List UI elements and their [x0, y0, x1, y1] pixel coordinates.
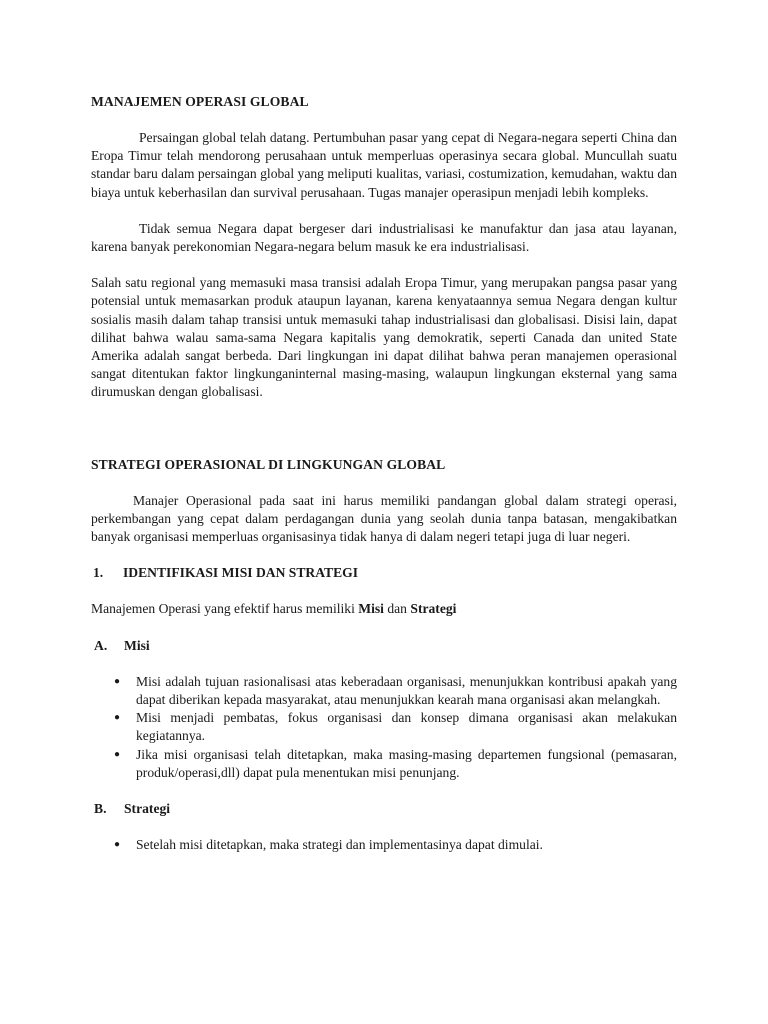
- list-item-text: Jika misi organisasi telah ditetapkan, maka masing-masing departemen fungsional (pemasaran, produk/operasi,dll) dapat pula menentukan misi penunjang.: [136, 746, 677, 780]
- intro-bold-strategi: Strategi: [410, 601, 457, 617]
- intro-bold-misi: Misi: [358, 601, 384, 617]
- section-title: IDENTIFIKASI MISI DAN STRATEGI: [123, 565, 359, 581]
- intro-prefix: Manajemen Operasi yang efektif harus memiliki: [91, 601, 359, 617]
- subheading-letter: A.: [94, 637, 108, 653]
- list-item: [91, 673, 677, 709]
- paragraph-intro-misi-strategi: [91, 600, 677, 618]
- list-item-text: Misi adalah tujuan rasionalisasi atas keberadaan organisasi, menunjukkan kontribusi apakah yang dapat diberikan kepada masyarakat, atau menunjukkan kearah mana organisasi akan melangkah.: [136, 673, 677, 708]
- bullet-icon: ●: [114, 712, 121, 724]
- bullet-icon: ●: [114, 839, 121, 851]
- paragraph-persaingan-global: Persaingan global telah datang. Pertumbuhan pasar yang cepat di Negara-negara seperti China dan Eropa Timur telah mendorong perusahaan untuk memperluas operasinya secara global. Muncullah suatu standar baru dalam persaingan global yang meliputi kualitas, variasi, costumization, kemudahan, waktu dan biaya untuk keberhasilan dan survival perusahaan. Tugas manajer operasipun menjadi lebih kompleks.: [91, 130, 677, 200]
- section-heading-identifikasi: [91, 564, 677, 582]
- paragraph-eropa-timur: Salah satu regional yang memasuki masa transisi adalah Eropa Timur, yang merupakan pangsa pasar yang potensial untuk memasarkan produk ataupun layanan, karena kenyataannya semua Negara dengan kultur sosialis masih dalam tahap transisi untuk memasuki tahap industrialisasi dan globalisasi. Disisi lain, dapat dilihat bahwa walau sama-sama Negara kapitalis yang demokratik, seperti Canada dan united State Amerika adalah sangat berbeda. Dari lingkungan ini dapat dilihat bahwa peran manajemen operasional sangat ditentukan faktor lingkunganinternal masing-masing, walaupun lingkungan eksternal yang sama dirumuskan dengan globalisasi.: [91, 275, 677, 400]
- subheading-strategi: [91, 800, 677, 818]
- paragraph-manajer-operasional: Manajer Operasional pada saat ini harus memiliki pandangan global dalam strategi operasi, perkembangan yang cepat dalam perdagangan dunia yang seolah dunia tanpa batasan, mengakibatkan banyak organisasi memperluas organisasinya tidak hanya di dalam negeri tetapi juga di luar negeri.: [91, 492, 677, 545]
- list-item-text: Misi menjadi pembatas, fokus organisasi dan konsep dimana organisasi akan melakukan kegiatannya.: [136, 710, 677, 744]
- subheading-title: Misi: [124, 637, 150, 653]
- list-item: [91, 836, 677, 854]
- bullet-icon: ●: [114, 675, 121, 687]
- misi-bullet-list: [91, 673, 677, 782]
- list-item-text: Setelah misi ditetapkan, maka strategi dan implementasinya dapat dimulai.: [136, 837, 543, 853]
- subheading-letter: B.: [94, 801, 107, 817]
- bullet-icon: ●: [114, 748, 121, 760]
- list-item: [91, 746, 677, 782]
- heading-strategi-operasional: STRATEGI OPERASIONAL DI LINGKUNGAN GLOBAL: [91, 456, 446, 472]
- subheading-misi: [91, 637, 677, 655]
- paragraph-tidak-semua-negara: Tidak semua Negara dapat bergeser dari industrialisasi ke manufaktur dan jasa atau layanan, karena banyak perekonomian Negara-negara belum masuk ke era industrialisasi.: [91, 220, 677, 255]
- list-item: [91, 709, 677, 745]
- subheading-title: Strategi: [124, 801, 171, 817]
- document-content: [91, 93, 677, 854]
- heading-manajemen-operasi-global: MANAJEMEN OPERASI GLOBAL: [91, 94, 309, 109]
- section-number: 1.: [93, 565, 104, 581]
- strategi-bullet-list: [91, 836, 677, 854]
- intro-middle: dan: [383, 601, 411, 617]
